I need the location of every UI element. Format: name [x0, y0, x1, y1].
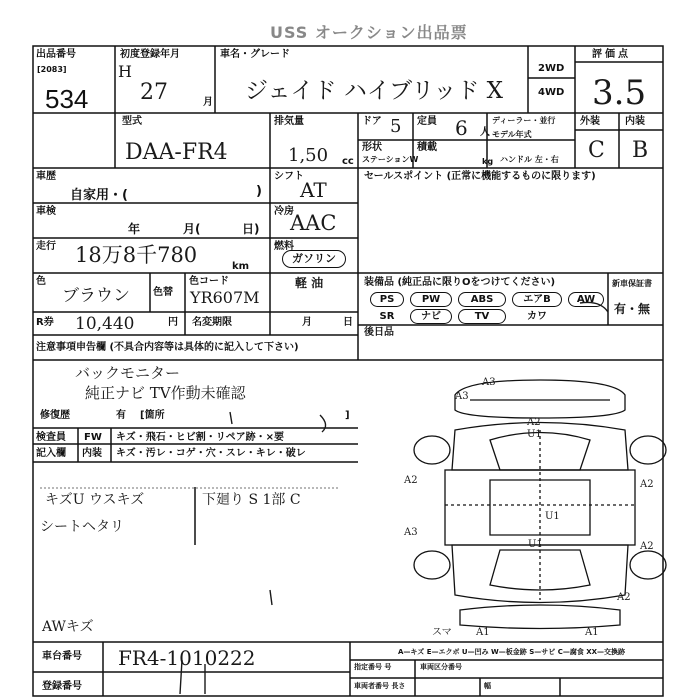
mileage-value: 18万8千780 — [75, 243, 198, 267]
interior-score: B — [632, 138, 649, 163]
car-name: ジェイド ハイブリッド X — [245, 78, 504, 104]
damage-code: U1 — [527, 429, 542, 440]
damage-code: A2 — [640, 479, 654, 490]
remark-left1: キズU ウスキズ — [45, 492, 145, 508]
inspection-label: 車検 — [36, 206, 56, 217]
color-change-label: 色替 — [153, 287, 173, 298]
damage-code: U1 — [545, 511, 560, 522]
usage-value: 自家用・( — [70, 188, 128, 203]
score-label: 評価点 — [592, 49, 631, 60]
sales-point-label: セールスポイント (正常に機能するものに限ります) — [364, 171, 596, 182]
capacity-unit: 人 — [480, 127, 490, 138]
fuel-label: 燃料 — [274, 241, 294, 252]
inspection-month: 月( — [183, 222, 201, 236]
score-value: 3.5 — [592, 73, 647, 113]
capacity-value: 6 — [455, 116, 468, 140]
usage-label: 車歴 — [36, 171, 56, 182]
entry-label: 記入欄 — [36, 448, 66, 459]
recycle-label: R券 — [36, 317, 54, 328]
notes-label: 注意事項申告欄 (不具合内容等は具体的に記入して下さい) — [36, 342, 299, 353]
equipment-item: ABS — [458, 292, 506, 307]
displacement-value: 1,50 — [288, 145, 329, 166]
remark-aw: AWキズ — [42, 619, 94, 635]
dealer-label: ディーラー・並行 — [492, 116, 556, 125]
color-code: YR607M — [190, 288, 260, 307]
equipment-item: SR — [379, 311, 395, 322]
aircon-label: 冷房 — [274, 206, 294, 217]
legend-interior-items: キズ・汚レ・コゲ・穴・スレ・キレ・破レ — [116, 448, 306, 459]
recycle-unit: 円 — [168, 317, 178, 328]
equipment-item: TV — [458, 309, 506, 324]
mileage-unit: km — [232, 261, 250, 272]
form-title: USS オークション出品票 — [270, 23, 468, 42]
inspector-label: 検査員 — [36, 432, 66, 443]
equipment-item: PW — [410, 292, 452, 307]
damage-code: A2 — [640, 541, 654, 552]
name-change-label: 名変期限 — [192, 317, 232, 328]
mileage-label: 走行 — [36, 241, 56, 252]
shape-label: 形状 — [362, 142, 382, 153]
repair-area-close: ] — [345, 410, 350, 421]
repair-label: 修復歴 — [40, 410, 70, 421]
post-items-label: 後日品 — [364, 327, 394, 338]
warranty-yes-no: 有・無 — [614, 302, 651, 316]
equipment-item: PS — [370, 292, 404, 307]
lot-label: 出品番号 — [36, 49, 76, 60]
exterior-score: C — [588, 138, 605, 163]
legend-fw-items: キズ・飛石・ヒビ割・リペア跡・×要 — [116, 432, 284, 443]
shift-value: AT — [300, 178, 327, 202]
drive-4wd: 4WD — [538, 87, 565, 98]
inspection-year: 年 — [128, 222, 141, 236]
interior-label: 内装 — [625, 116, 645, 127]
exterior-label: 外装 — [580, 116, 600, 127]
chassis-label: 車台番号 — [42, 651, 82, 662]
registration-month-unit: 月 — [203, 97, 213, 108]
remark-right1: 下廻り S 1部 C — [202, 492, 301, 508]
load-label: 積載 — [417, 142, 437, 153]
dealer-handle: ハンドル 左・右 — [500, 155, 559, 164]
notes-line1: バックモニター — [75, 364, 181, 382]
equipment-item: ナビ — [410, 309, 452, 324]
legend-interior: 内装 — [82, 448, 102, 459]
displacement-unit: cc — [342, 156, 354, 167]
fuel-light-oil: 軽 油 — [295, 276, 324, 290]
name-change-day: 日 — [343, 317, 353, 328]
shape-value: ステーションW — [362, 155, 419, 164]
footer-cell-1: 車両区分番号 — [420, 663, 462, 671]
remark-left2: シートヘタリ — [40, 519, 124, 535]
doors-label: ドア — [362, 116, 382, 127]
usage-close: ) — [256, 184, 262, 199]
color-label: 色 — [36, 276, 46, 287]
drive-2wd: 2WD — [538, 63, 565, 74]
repair-area-label: [箇所 — [140, 410, 165, 421]
color-value: ブラウン — [62, 286, 130, 306]
damage-code: A1 — [585, 627, 599, 638]
damage-code: A3 — [482, 377, 496, 388]
model-value: DAA-FR4 — [125, 140, 228, 165]
damage-code: A2 — [527, 417, 541, 428]
footer-cell-0: 指定番号 号 — [354, 663, 392, 671]
equipment-item: カワ — [527, 311, 547, 322]
damage-code: スマ — [432, 627, 452, 638]
equipment-item: エアB — [512, 292, 562, 307]
equipment-item: AW — [568, 292, 604, 307]
inspection-day: 日) — [242, 222, 260, 236]
notes-line2: 純正ナビ TV作動未確認 — [85, 384, 246, 402]
equipment-label: 装備品 (純正品に限りOをつけてください) — [364, 277, 556, 288]
registration-era: H — [118, 62, 132, 81]
damage-code: A2 — [404, 475, 418, 486]
fuel-gasoline: ガソリン — [282, 250, 346, 268]
shift-label: シフト — [274, 171, 304, 182]
model-label: 型式 — [122, 116, 142, 127]
diagram-legend: A—キズ E—エクボ U—凹み W—板金跡 S—サビ C—腐食 XX—交換跡 — [398, 648, 626, 656]
capacity-label: 定員 — [417, 116, 437, 127]
damage-code: U1 — [528, 539, 543, 550]
footer-cell-2: 車両者番号 長さ — [354, 682, 406, 690]
color-code-label: 色コード — [189, 276, 229, 287]
chassis-value: FR4-1010222 — [118, 646, 256, 670]
doors-value: 5 — [390, 116, 402, 137]
damage-code: A3 — [404, 527, 418, 538]
aircon-value: AAC — [290, 211, 337, 235]
lot-number: 534 — [45, 84, 89, 114]
recycle-value: 10,440 — [75, 314, 135, 334]
damage-code: A1 — [476, 627, 490, 638]
registration-label: 初度登録年月 — [120, 49, 180, 60]
repair-value: 有 — [116, 410, 126, 421]
warranty-label: 新車保証書 — [612, 279, 652, 288]
displacement-label: 排気量 — [274, 116, 304, 127]
lot-code: [2083] — [37, 65, 67, 74]
name-change-month: 月 — [302, 317, 312, 328]
damage-code: A2 — [617, 592, 631, 603]
dealer-model-year: モデル年式 — [492, 130, 532, 139]
damage-code: A3 — [455, 391, 469, 402]
car-name-label: 車名・グレード — [220, 49, 290, 60]
load-unit: kg — [482, 157, 494, 166]
registration-year: 27 — [140, 80, 168, 105]
registration-number-label: 登録番号 — [42, 681, 82, 692]
legend-fw: FW — [84, 432, 102, 443]
footer-cell-3: 幅 — [484, 682, 491, 690]
